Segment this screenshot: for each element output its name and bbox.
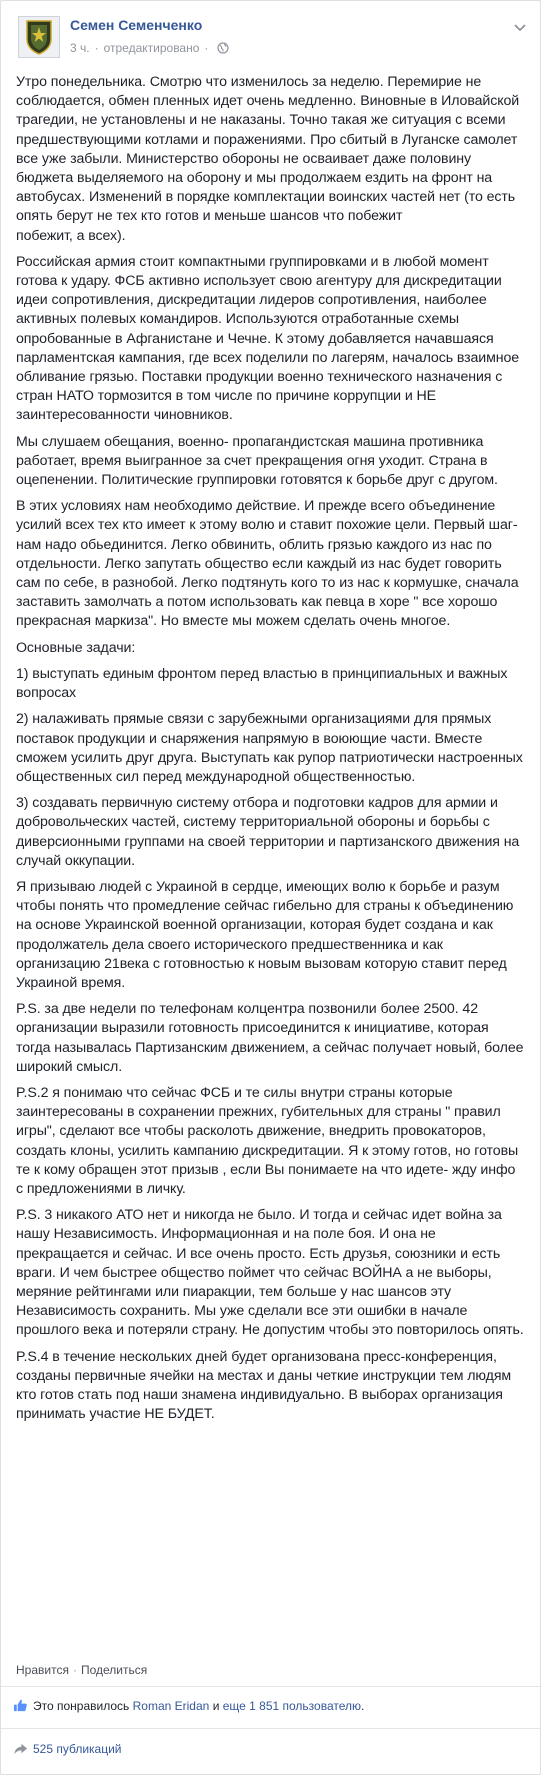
- paragraph: Основные задачи:: [16, 639, 136, 656]
- paragraph: P.S. 3 никакого АТО нет и никогда не было. И тогда и сейчас идет война за нашу Независимость. Информационная и на поле боя. И она не прекращается и сейчас. И все очень просто. Есть друзья, союзники и есть враги. И чем быстрее общество поймет что сейчас ВОЙНА а не выборы, меряние рейтингами или пиаракции, тем больше у нас шансов эту Независимость сохранить. Мы уже сделали все эти ошибки в начале прошлого века и потеряли страну. Не допустим чтобы это повторилось опять.: [16, 1207, 524, 1339]
- paragraph: P.S.2 я понимаю что сейчас ФСБ и те силы внутри страны которые заинтересованы в сохранении прежних, губительных для страны " правил игры", сделают все чтобы расколоть движение, внедрить провокаторов, создать клоны, усилить кампанию дискредитации. Я к этому готов, но готовы те к кому обращен этот призыв , если Вы понимаете на что идете- жду инфо с предложениями в личку.: [16, 1084, 519, 1197]
- post-time[interactable]: 3 ч.: [70, 41, 90, 55]
- paragraph: P.S. за две недели по телефонам колцентра позвонили более 2500. 42 организации выразили готовность присоединится к инициативе, которая тогда называлась Партизанским движением, а сейчас получает новый, более широкий смысл.: [16, 1001, 524, 1075]
- chevron-down-icon[interactable]: [512, 19, 528, 35]
- likes-conj: и: [212, 1699, 220, 1713]
- paragraph: В этих условиях нам необходимо действие. И прежде всего объединение усилий всех тех кто имеет к этому волю и ставит похожие цели. Первый шаг- нам надо обьединится. Легко обвинить, облить грязью каждого из нас по отдельности. Легко запутать общество если каждый из нас будет говорить сам по себе, в разнобой. Легко подтянуть кого то из нас к кормушке, сначала заставить замолчать а потом использовать как певца в хоре " все хорошо прекрасная маркиза". Но вместе мы можем сделать очень многое.: [16, 498, 519, 630]
- other-likers-link[interactable]: еще 1 851 пользователю: [222, 1699, 362, 1713]
- paragraph: P.S.4 в течение нескольких дней будет организована пресс-конференция, созданы первичные ячейки на местах и даны четкие инструкции тем людям кто готов стать под наши знамена индивидуально. В выборах организация принимать участие НЕ БУДЕТ.: [16, 1348, 512, 1423]
- likes-summary: [13, 1698, 364, 1713]
- battalion-emblem-icon: [19, 17, 59, 57]
- paragraph: 3) создавать первичную систему отбора и подготовки кадров для армии и добровольческих частей, систему территориальной обороны и борьбы с диверсионными группами на своей территории и партизанского движения на случай оккупации.: [16, 795, 520, 869]
- paragraph: Утро понедельника. Смотрю что изменилось за неделю. Перемирие не соблюдается, обмен пленных идет очень медленно. Виновные в Иловайской трагедии, не установлены и не наказаны. Точно такая же ситуация с всеми предшествующими котлами и поражениями. Про сбитый в Луганске самолет все уже забыли. Министерство обороны не осваивает даже половину бюджета выделяемого на оборону и мы продолжаем ездить на фронт на автобусах. Изменений в порядке комплектации воинских частей нет (то есть опять берут не тех кто готов и меньше шансов что побежит побежит, а всех).: [16, 74, 520, 244]
- likes-suffix: .: [361, 1699, 365, 1713]
- author-name[interactable]: Семен Семенченко: [70, 17, 203, 33]
- divider: [1, 1686, 540, 1687]
- paragraph: Российская армия стоит компактными группировками и в любой момент готова к удару. ФСБ активно использует свою агентуру для дискредитации идеи сопротивления, дискредитации лидеров сопротивления, наиболее активных полевых командиров. Используются отработанные схемы опробованные в Афганистане и Чечне. К этому добавляется начавшаяся парламентская кампания, где всех поделили по лагерям, началось взаимное обливание грязью. Поставки продукции военно технического назначения с стран НАТО тормозится в том числе по причине коррупции и НЕ заинтересованности чиновников.: [16, 253, 520, 424]
- edited-label[interactable]: отредактировано: [103, 41, 200, 55]
- meta-separator: ·: [94, 41, 99, 55]
- share-link[interactable]: Поделиться: [80, 1663, 148, 1677]
- thumbs-up-icon[interactable]: [13, 1698, 28, 1713]
- paragraph: 2) налаживать прямые связи с зарубежными организациями для прямых поставок продукции и снаряжения напрямую в воюющие части. Вместе сможем усилить друг друга. Выступать как рупор патриотически настроенных общественных сил перед международной общественностью.: [16, 711, 523, 785]
- divider: [1, 1728, 540, 1729]
- post-header: [13, 11, 533, 63]
- paragraph: Я призываю людей с Украиной в сердце, имеющих волю к борьбе и разум чтобы понять что промедление сейчас гибельно для страны к объединению на основе Украинской военной организации, которая будет создана и как продолжатель дела своего исторического предшественника и как организацию 21века с готовностью к новым вызовам которую ставит перед Украиной время.: [16, 878, 514, 991]
- meta-separator: ·: [204, 41, 209, 55]
- liker-link[interactable]: Roman Eridan: [132, 1699, 210, 1713]
- paragraph: Мы слушаем обещания, военно- пропагандистская машина противника работает, время выигранное за счет прекращения огня уходит. Страна в оцепенении. Политические группировки готовятся к борьбе друг с другом.: [16, 433, 498, 489]
- paragraph: 1) выступать единым фронтом перед властью в принципиальных и важных вопросах: [16, 665, 508, 702]
- shares-count: 525 публикаций: [33, 1742, 122, 1756]
- post-meta: [70, 41, 229, 55]
- likes-prefix: Это понравилось: [33, 1699, 130, 1713]
- globe-icon[interactable]: [217, 42, 229, 54]
- shares-link[interactable]: [13, 1741, 122, 1756]
- post-text: [16, 73, 526, 1431]
- share-icon: [13, 1741, 28, 1756]
- like-link[interactable]: Нравится: [16, 1663, 69, 1677]
- action-separator: ·: [72, 1663, 77, 1677]
- post-actions: [16, 1663, 147, 1677]
- avatar[interactable]: [18, 16, 60, 58]
